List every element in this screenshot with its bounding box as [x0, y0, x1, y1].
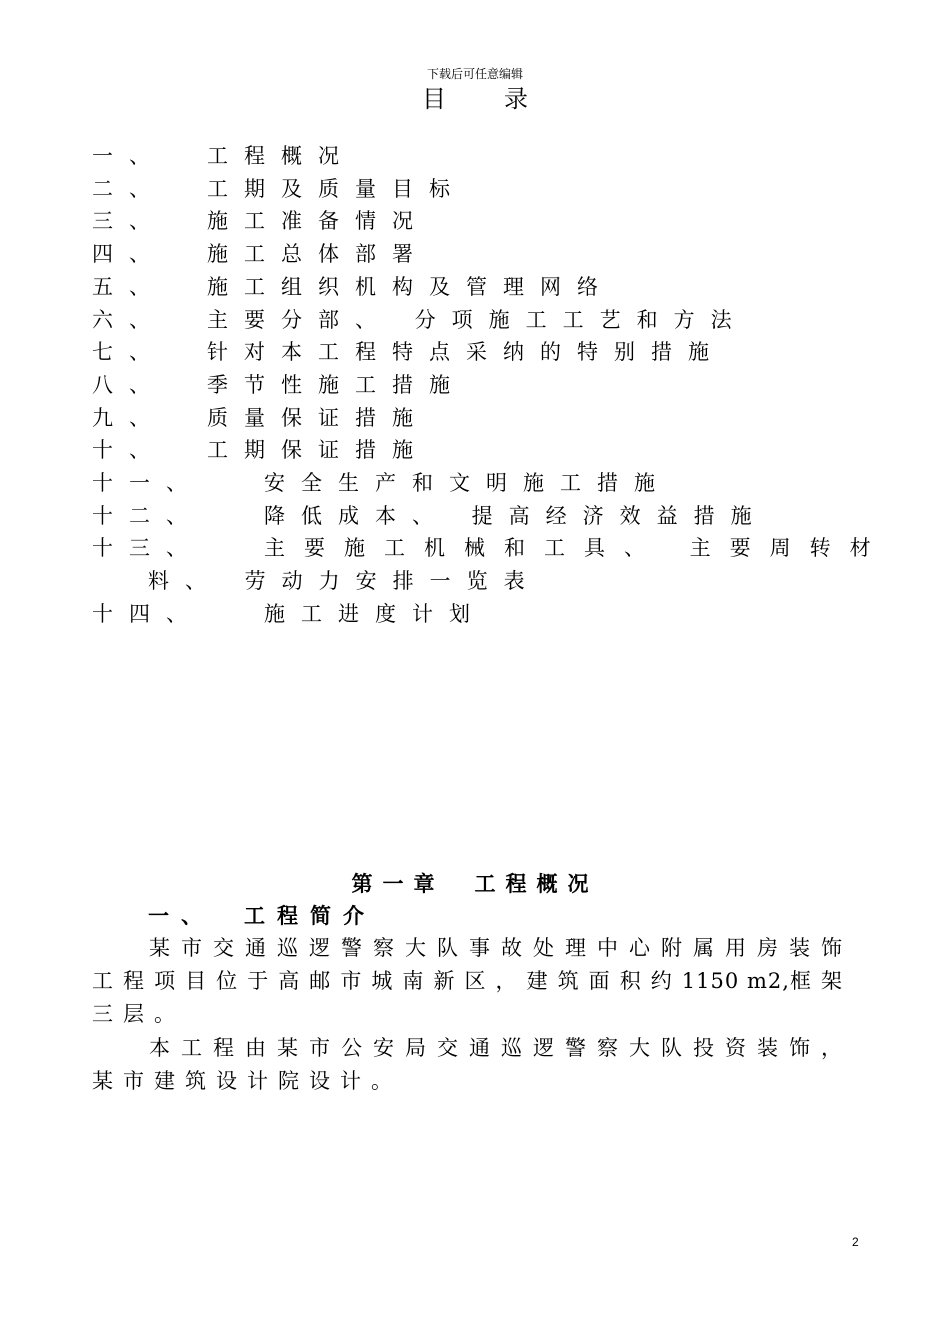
section-title [148, 900, 376, 932]
toc-item-text: 安全生产和文明施工措施 [264, 471, 671, 495]
toc-item-text: 季节性施工措施 [207, 372, 466, 397]
toc-item-text: 主要施工机械和工具、 主要周转材 [264, 536, 890, 561]
toc-item-number: 十、 [92, 438, 166, 463]
toc-item-number: 十一、 [92, 471, 203, 495]
section-name: 工程简介 [244, 904, 376, 928]
paragraph-text: 本工程由某市公安局交通巡逻警察大队投资装饰，某市建筑设计院设计。 [92, 1036, 852, 1093]
toc-item-text: 工期保证措施 [207, 438, 429, 463]
toc-item-text: 施工进度计划 [264, 601, 486, 626]
paragraph-investor-designer [92, 1032, 852, 1098]
toc-item-number: 八、 [92, 372, 166, 397]
toc-item-text: 施工准备情况 [207, 209, 429, 234]
paragraph-project-intro [92, 932, 852, 1031]
paragraph-text: 框架三层。 [92, 969, 853, 1026]
building-area-value: 1150 m2, [681, 969, 790, 993]
toc-item-number: 十二、 [92, 503, 203, 528]
toc-item-number: 七、 [92, 340, 166, 365]
toc-item-text: 工程概况 [207, 144, 355, 168]
header-note: 下载后可任意编辑 [426, 67, 523, 81]
toc-item-text: 降低成本、 提高经济效益措施 [264, 503, 768, 528]
toc-item-text: 施工组织机构及管理网络 [207, 274, 614, 299]
toc-item-number: 六、 [92, 307, 166, 332]
toc-item-number: 十三、 [92, 536, 203, 561]
chapter-name: 工程概况 [474, 872, 599, 896]
toc-item-number: 五、 [92, 274, 166, 299]
toc-title [0, 84, 950, 114]
toc-item-text: 质量保证措施 [207, 405, 429, 430]
toc-item-text: 施工总体部署 [207, 242, 429, 267]
toc-item-number: 二、 [92, 176, 166, 201]
toc-item-text: 针对本工程特点采纳的特别措施 [207, 340, 725, 365]
section-number: 一、 [148, 904, 214, 928]
paragraph-text: 某市交通巡逻警察大队事故处理中心附属用房装饰工程项目位于高邮市城南新区，建筑面积约 [92, 936, 852, 993]
chapter-title [0, 868, 950, 900]
toc-title-part2: 录 [504, 85, 528, 113]
toc-title-part1: 目 [422, 85, 446, 113]
toc-item-number: 十四、 [92, 601, 203, 626]
page-number: 2 [852, 1235, 859, 1249]
toc-item-number: 四、 [92, 242, 166, 267]
toc-item-text: 料、 劳动力安排一览表 [148, 569, 541, 594]
toc-item-text: 主要分部、 分项施工工艺和方法 [207, 307, 748, 332]
toc-item-text: 工期及质量目标 [207, 176, 466, 201]
toc-item-number: 一、 [92, 144, 166, 168]
toc-item-number: 三、 [92, 209, 166, 234]
chapter-label: 第一章 [351, 872, 445, 896]
toc-item-number: 九、 [92, 405, 166, 430]
